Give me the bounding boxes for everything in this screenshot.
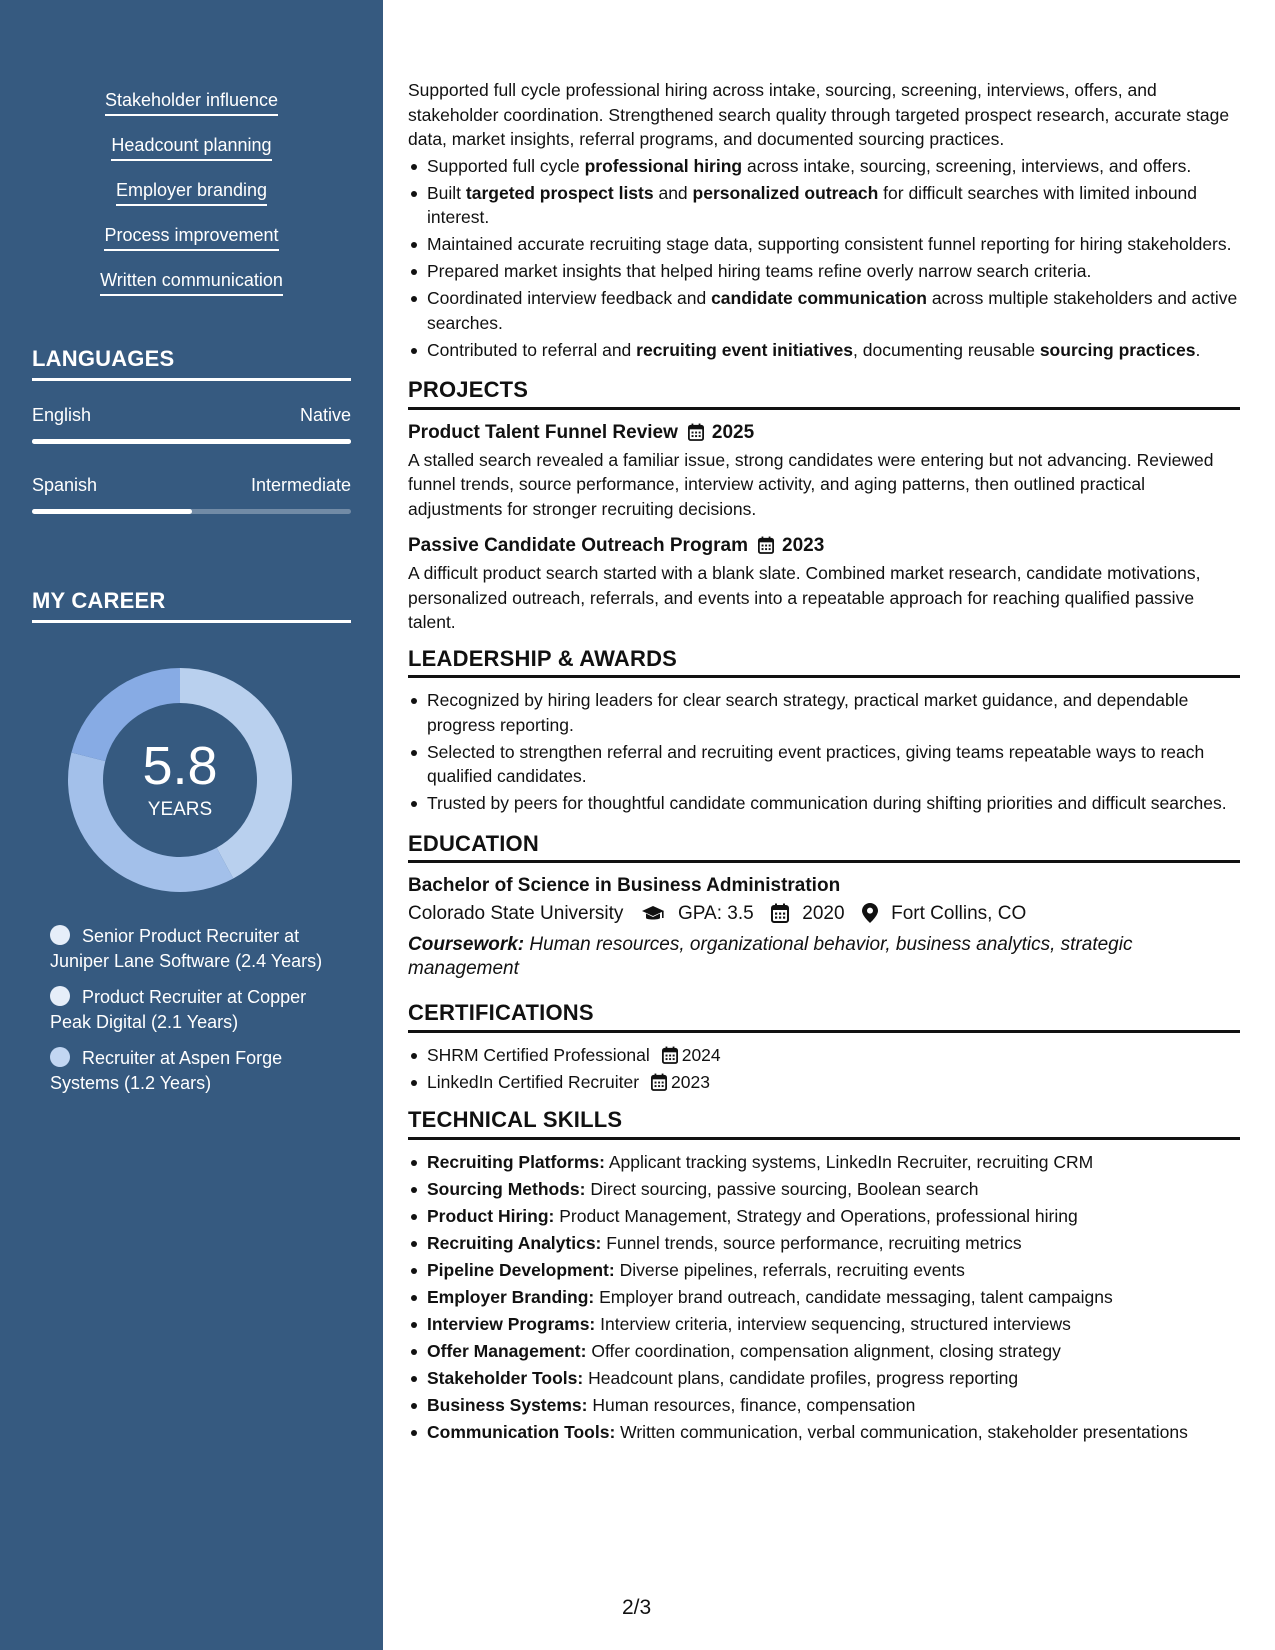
- certification-item: [408, 1070, 1240, 1095]
- technical-skill-item: [408, 1150, 1240, 1175]
- calendar-icon: [771, 903, 789, 923]
- project-title: Passive Candidate Outreach Program: [408, 535, 749, 556]
- text-run: Coordinated interview feedback and: [427, 288, 712, 308]
- technical-skill-label: Interview Programs:: [427, 1313, 596, 1334]
- career-dot: [50, 925, 70, 945]
- technical-skill-value: Applicant tracking systems, LinkedIn Recruiter, recruiting CRM: [608, 1151, 1094, 1172]
- education-coursework: [408, 933, 1240, 981]
- education-entry: [408, 873, 1240, 981]
- bold-phrase: professional hiring: [584, 155, 743, 176]
- bold-phrase: recruiting event initiatives: [636, 339, 854, 360]
- experience-bullet: [408, 338, 1240, 363]
- technical-skill-item: [408, 1339, 1240, 1364]
- project-title: Product Talent Funnel Review: [408, 421, 678, 443]
- technical-skill-label: Recruiting Platforms:: [427, 1151, 605, 1172]
- calendar-icon: [758, 536, 774, 554]
- calendar-icon: [662, 1046, 678, 1064]
- certification-item: [408, 1043, 1240, 1068]
- calendar-icon: [651, 1073, 667, 1091]
- leadership-item: Trusted by peers for thoughtful candidate communication during shifting priorities and difficult searches.: [408, 791, 1240, 816]
- language-level: Intermediate: [250, 475, 351, 495]
- bold-phrase: personalized outreach: [692, 182, 879, 203]
- technical-skill-item: [408, 1366, 1240, 1391]
- career-dot: [50, 986, 70, 1006]
- technical-skill-label: Business Systems:: [427, 1394, 588, 1415]
- skill-link[interactable]: Employer branding: [116, 178, 267, 206]
- technical-skill-item: [408, 1204, 1240, 1229]
- skills-list: [0, 88, 383, 313]
- experience-bullet: [408, 259, 1240, 284]
- education-year: 2020: [802, 903, 845, 924]
- experience-bullets: [408, 154, 1240, 363]
- technical-skill-label: Offer Management:: [427, 1340, 587, 1361]
- technical-skill-value: Product Management, Strategy and Operations, professional hiring: [559, 1205, 1078, 1226]
- skill-link[interactable]: Stakeholder influence: [105, 88, 278, 116]
- technical-skill-item: [408, 1231, 1240, 1256]
- career-item: [50, 985, 330, 1034]
- experience-bullet: [408, 181, 1240, 230]
- education-school: Colorado State University: [408, 903, 624, 924]
- education-degree: Bachelor of Science in Business Administration: [408, 875, 841, 896]
- text-run: Prepared market insights that helped hiring teams refine overly narrow search criteria.: [427, 261, 1092, 281]
- text-run: Built: [427, 182, 466, 203]
- graduation-cap-icon: [641, 905, 665, 923]
- language-bar-track: [32, 509, 351, 514]
- bold-phrase: candidate communication: [711, 288, 927, 308]
- career-label: Product Recruiter at Copper Peak Digital (2.1 Years): [50, 987, 307, 1032]
- technical-skill-value: Diverse pipelines, referrals, recruiting events: [619, 1259, 965, 1280]
- map-pin-icon: [862, 903, 878, 923]
- experience-bullet: [408, 286, 1240, 335]
- leadership-list: [408, 688, 1240, 816]
- technical-skill-item: [408, 1258, 1240, 1283]
- career-total-years: 5.8: [142, 736, 218, 796]
- languages-heading: LANGUAGES: [32, 346, 351, 381]
- experience-summary: Supported full cycle professional hiring across intake, sourcing, screening, interviews, offers, and stakeholder coordination. Strengthened search quality through targeted prospect research, accurate stage data, market insights, referral programs, and documented sourcing practices.: [408, 80, 1230, 149]
- technical-skill-value: Human resources, finance, compensation: [592, 1394, 916, 1415]
- skill-link[interactable]: Written communication: [100, 268, 283, 296]
- certifications-list: [408, 1043, 1240, 1095]
- career-item: [50, 1046, 330, 1095]
- text-run: across multiple stakeholders and active searches.: [427, 288, 1238, 333]
- technical-skill-value: Offer coordination, compensation alignment, closing strategy: [591, 1340, 1061, 1361]
- technical-skill-label: Stakeholder Tools:: [427, 1367, 584, 1388]
- technical-skill-value: Employer brand outreach, candidate messaging, talent campaigns: [599, 1286, 1113, 1307]
- project-entry: [408, 420, 1240, 522]
- technical-skill-label: Product Hiring:: [427, 1205, 555, 1226]
- technical-skill-item: [408, 1393, 1240, 1418]
- technical-skill-label: Recruiting Analytics:: [427, 1232, 602, 1253]
- text-run: Supported full cycle: [427, 155, 585, 176]
- language-bar-fill: [32, 509, 192, 514]
- certification-year: 2023: [671, 1071, 710, 1092]
- certification-year: 2024: [681, 1044, 721, 1065]
- career-donut-chart: [65, 665, 295, 895]
- text-run: , documenting reusable: [853, 339, 1040, 360]
- career-item: [50, 924, 330, 973]
- language-bar-fill: [32, 439, 351, 444]
- technical-skill-item: [408, 1312, 1240, 1337]
- technical-skill-label: Employer Branding:: [427, 1286, 595, 1307]
- leadership-heading: LEADERSHIP & AWARDS: [408, 647, 1240, 679]
- technical-skill-value: Written communication, verbal communication, stakeholder presentations: [620, 1421, 1188, 1442]
- coursework-label: Coursework:: [408, 934, 525, 955]
- certifications-heading: CERTIFICATIONS: [408, 1001, 1240, 1033]
- skill-link[interactable]: Process improvement: [104, 223, 278, 251]
- coursework-text: Human resources, organizational behavior, business analytics, strategic management: [408, 934, 1133, 979]
- certification-name: SHRM Certified Professional: [427, 1044, 650, 1065]
- project-year: 2023: [782, 535, 825, 556]
- education-gpa: GPA: 3.5: [678, 903, 754, 924]
- technical-skill-label: Communication Tools:: [427, 1421, 616, 1442]
- projects-heading: PROJECTS: [408, 378, 1240, 410]
- text-run: and: [653, 182, 693, 203]
- experience-bullet: [408, 232, 1240, 257]
- technical-skill-value: Direct sourcing, passive sourcing, Boolean search: [590, 1178, 979, 1199]
- language-bar-track: [32, 439, 351, 444]
- calendar-icon: [688, 423, 704, 441]
- technical-skill-value: Interview criteria, interview sequencing, structured interviews: [600, 1313, 1071, 1334]
- experience-bullet: [408, 154, 1240, 179]
- education-details: [408, 899, 1240, 929]
- career-heading: MY CAREER: [32, 588, 351, 623]
- sidebar: [0, 0, 383, 1650]
- skill-link[interactable]: Headcount planning: [111, 133, 271, 161]
- technical-skill-label: Sourcing Methods:: [427, 1178, 586, 1199]
- text-run: Maintained accurate recruiting stage data, supporting consistent funnel reporting for hiring stakeholders.: [427, 234, 1232, 254]
- project-title-row: [408, 533, 1240, 559]
- text-run: .: [1195, 339, 1201, 360]
- bold-phrase: targeted prospect lists: [465, 182, 654, 203]
- certification-name: LinkedIn Certified Recruiter: [427, 1071, 640, 1092]
- main-content: [408, 78, 1240, 1447]
- project-description: A stalled search revealed a familiar issue, strong candidates were entering but not advancing. Reviewed funnel trends, source performance, interview activity, and aging patterns, then outlined practical adjustments for stronger recruiting decisions.: [408, 449, 1214, 519]
- career-label: Recruiter at Aspen Forge Systems (1.2 Years): [50, 1048, 283, 1093]
- language-name: Spanish: [32, 475, 98, 495]
- technical-skill-item: [408, 1285, 1240, 1310]
- project-year: 2025: [711, 421, 755, 443]
- leadership-item: Recognized by hiring leaders for clear search strategy, practical market guidance, and dependable progress reporting.: [408, 688, 1240, 737]
- leadership-item: Selected to strengthen referral and recruiting event practices, giving teams repeatable ways to reach qualified candidates.: [408, 740, 1240, 789]
- text-run: Contributed to referral and: [427, 339, 637, 360]
- project-title-row: [408, 420, 1240, 446]
- technical-skills-list: [408, 1150, 1240, 1445]
- technical-skill-item: [408, 1420, 1240, 1445]
- education-heading: EDUCATION: [408, 832, 1240, 864]
- technical-skill-value: Headcount plans, candidate profiles, progress reporting: [588, 1367, 1019, 1388]
- career-years-unit: YEARS: [147, 799, 213, 820]
- career-label: Senior Product Recruiter at Juniper Lane Software (2.4 Years): [50, 926, 323, 971]
- technical-skill-label: Pipeline Development:: [427, 1259, 615, 1280]
- project-description: A difficult product search started with a blank slate. Combined market research, candidate motivations, personalized outreach, referrals, and events into a repeatable approach for reaching qualified passive talent.: [408, 563, 1201, 632]
- career-list: [50, 924, 330, 1107]
- education-location: Fort Collins, CO: [891, 903, 1027, 924]
- text-run: for difficult searches with limited inbound interest.: [427, 182, 1198, 227]
- language-name: English: [32, 405, 92, 425]
- technical-skills-heading: TECHNICAL SKILLS: [408, 1108, 1240, 1140]
- language-level: Native: [299, 405, 351, 425]
- page-number: 2/3: [622, 1596, 652, 1619]
- bold-phrase: sourcing practices: [1039, 339, 1196, 360]
- text-run: across intake, sourcing, screening, interviews, and offers.: [742, 155, 1192, 176]
- project-entry: [408, 533, 1240, 635]
- technical-skill-value: Funnel trends, source performance, recruiting metrics: [606, 1232, 1022, 1253]
- career-dot: [50, 1047, 70, 1067]
- projects-list: [408, 420, 1240, 635]
- technical-skill-item: [408, 1177, 1240, 1202]
